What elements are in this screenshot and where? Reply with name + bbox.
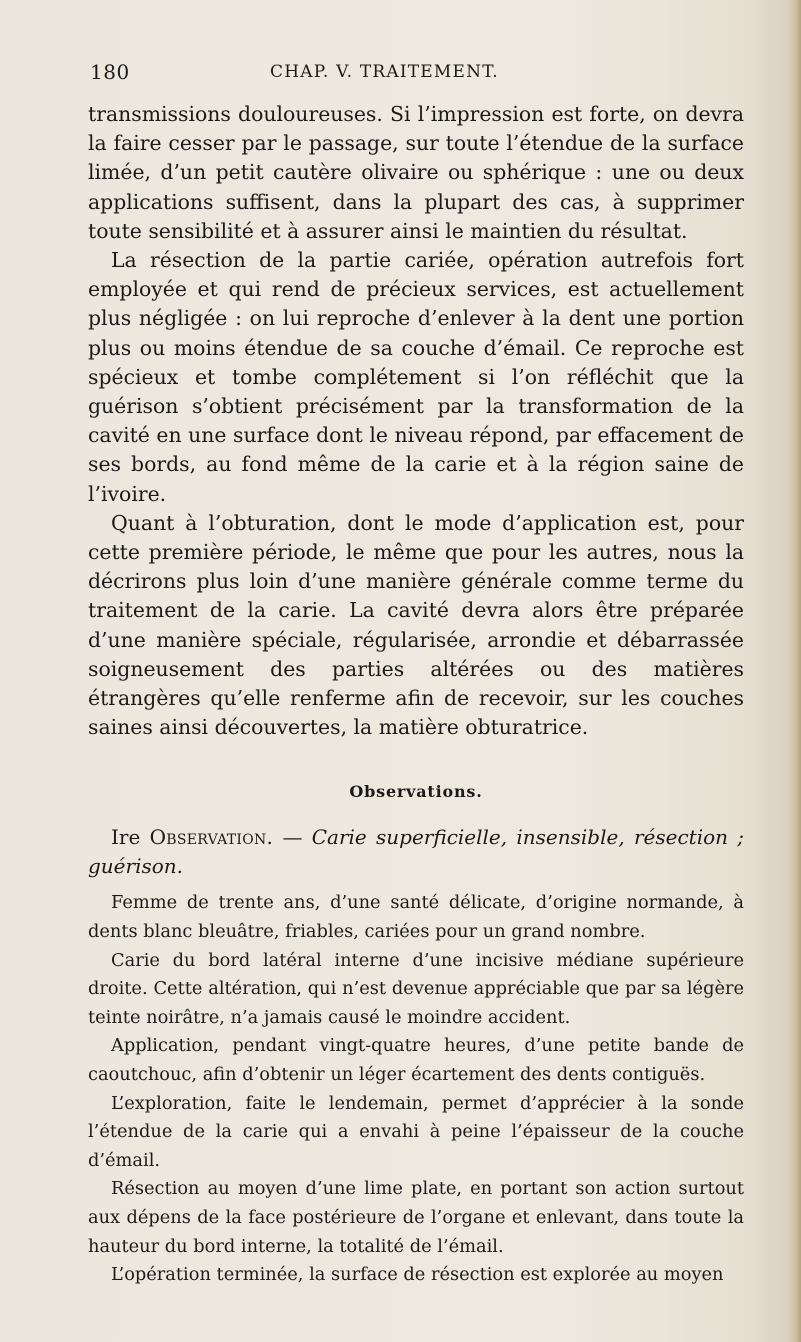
observation-heading xyxy=(88,823,744,881)
observation-paragraph: L’opération terminée, la surface de résection est explorée au moyen xyxy=(111,1264,724,1286)
observation-dash: — xyxy=(273,825,312,850)
observation-number: Ire xyxy=(111,825,141,850)
page-header xyxy=(90,60,740,86)
page-number: 180 xyxy=(90,60,130,84)
running-head: CHAP. V. TRAITEMENT. xyxy=(270,62,499,82)
main-text xyxy=(88,100,744,742)
observation-text xyxy=(88,889,744,1289)
observation-paragraph: L’exploration, faite le lendemain, permet d’apprécier à la sonde l’étendue de la carie qui a envahi à peine l’épaisseur de la couche d’émail. xyxy=(88,1092,744,1171)
section-title: Observations. xyxy=(349,782,483,802)
observation-paragraph: Carie du bord latéral interne d’une incisive médiane supérieure droite. Cette altération, qui n’est devenue appréciable que par sa légère teinte noirâtre, n’a jamais causé le moindre accident. xyxy=(88,949,744,1028)
paragraph: Quant à l’obturation, dont le mode d’application est, pour cette première période, le même que pour les autres, nous la décrirons plus loin d’une manière générale comme terme du traitement de la carie. La cavité devra alors être préparée d’une manière spéciale, régularisée, arrondie et débarrassée soigneusement des parties altérées ou des matières étrangères qu’elle renferme afin de recevoir, sur les couches saines ainsi découvertes, la matière obturatrice. xyxy=(88,510,744,740)
observation-paragraph: Résection au moyen d’une lime plate, en portant son action surtout aux dépens de la face postérieure de l’organe et enlevant, dans toute la hauteur du bord interne, la totalité de l’émail. xyxy=(88,1178,744,1257)
observation-paragraph: Application, pendant vingt-quatre heures, d’une petite bande de caoutchouc, afin d’obtenir un léger écartement des dents contiguës. xyxy=(88,1035,744,1086)
paragraph: La résection de la partie cariée, opération autrefois fort employée et qui rend de précieux services, est actuellement plus négligée : on lui reproche d’enlever à la dent une portion plus ou moins étendue de sa couche d’émail. Ce reproche est spécieux et tombe complétement si l’on réfléchit que la guérison s’obtient précisément par la transformation de la cavité en une surface dont le niveau répond, par effacement de ses bords, au fond même de la carie et à la région saine de l’ivoire. xyxy=(88,248,744,506)
observation-title: Carie superficielle, insensible, résection ; guérison. xyxy=(88,825,745,879)
page-edge xyxy=(787,0,801,1342)
paragraph: transmissions douloureuses. Si l’impression est forte, on devra la faire cesser par le passage, sur toute l’étendue de la surface limée, d’un petit cautère olivaire ou sphérique : une ou deux applications suffisent, dans la plupart des cas, à supprimer toute sensibilité et à assurer ainsi le maintien du résultat. xyxy=(88,102,744,243)
observation-label: Observation. xyxy=(149,825,274,850)
observation-paragraph: Femme de trente ans, d’une santé délicate, d’origine normande, à dents blanc bleuâtre, friables, cariées pour un grand nombre. xyxy=(88,892,744,943)
page-body xyxy=(88,100,744,1290)
